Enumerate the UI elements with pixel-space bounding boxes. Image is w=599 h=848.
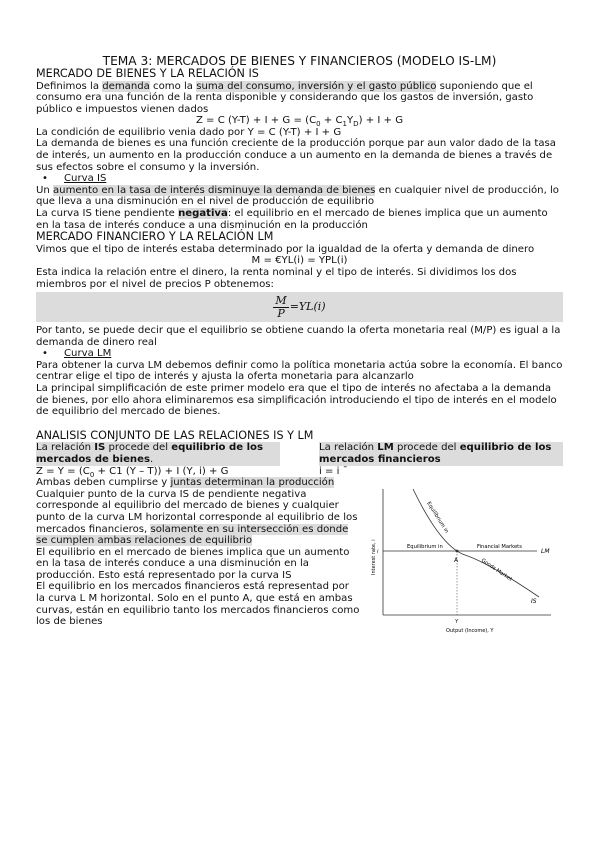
- paragraph-real-supply: Por tanto, se puede decir que el equilibrio se obtiene cuando la oferta monetaria real (M/P) es igual a la demanda de dinero real: [36, 325, 561, 348]
- paragraph-equilibrium: La condición de equilibrio venia dado por Y = C (Y-T) + I + G: [36, 126, 342, 138]
- highlight-demanda: demanda: [102, 80, 150, 92]
- goods-market-label: Goods Market: [479, 557, 513, 583]
- equation-z: Z = C $(Y-T) + I + G = (C_0 + C_1Y_D) + I + G$: [195, 115, 404, 129]
- column-is: [36, 442, 280, 477]
- equilibrium-in-is: Equilibrium in: [425, 501, 450, 535]
- is-label: IS: [531, 598, 537, 606]
- paragraph-lm-represented: El equilibrio en los mercados financieros está representad por la curva L M horizontal. Solo en el punto A, que está en ambas curvas, están en equilibrio tanto los mercados financieros como los de bienes: [36, 581, 360, 628]
- heading-goods-market: MERCADO DE BIENES Y LA RELACIÓN IS: [36, 67, 259, 80]
- highlight-aumento: aumento en la tasa de interés disminuye la demanda de bienes: [53, 184, 376, 196]
- paragraph-is-represented: El equilibrio en el mercado de bienes implica que un aumento en la tasa de interés conduce a una disminución en la producción. Esto está representado por la curva IS: [36, 546, 350, 581]
- lm-label: LM: [541, 548, 550, 556]
- point-a: [456, 550, 459, 553]
- bullet-curva-is: • Curva IS: [36, 173, 563, 185]
- paragraph-demand: Definimos la demanda como la suma del consumo, inversión y el gasto público suponiendo que el consumo era una función de la renta disponible y considerando que los gastos de inversión, gasto público e impuestos vienen dados: [36, 80, 534, 115]
- point-a-label: A: [454, 557, 459, 565]
- is-lm-diagram: [361, 477, 561, 647]
- is-equation: $Z = Y = (C_0 + C1$ (Y – T)) + I (Y, i) + G: [36, 465, 229, 479]
- y-tick-i: i: [377, 549, 379, 556]
- is-lm-columns: [36, 442, 563, 477]
- y-axis-label: Interest rate, i: [371, 539, 377, 576]
- paragraph-interest-effect: Un aumento en la tasa de interés disminuye la demanda de bienes en cualquier nivel de producción, lo que lleva a una disminución en el nivel de producción de equilibrio: [36, 184, 559, 208]
- heading-joint-analysis: ANALISIS CONJUNTO DE LAS RELACIONES IS Y LM: [36, 428, 314, 442]
- x-tick-y: Y: [455, 619, 459, 626]
- lm-relation-text: La relación LM procede del equilibrio de los mercados financieros: [319, 442, 563, 465]
- heading-financial-market: MERCADO FINANCIERO Y LA RELACIÓN LM: [36, 230, 274, 244]
- highlight-negativa: negativa: [178, 208, 228, 220]
- equilibrium-in-lm: Equilibrium in: [407, 544, 443, 551]
- document-title: TEMA 3: MERCADOS DE BIENES Y FINANCIEROS (MODELO IS-LM): [102, 54, 497, 68]
- paragraph-simplification: La principal simplificación de este primer modelo era que el tipo de interés no afectaba a la demanda de bienes, por ello ahora eliminaremos esa simplificación introduciendo el tipo de interés en el modelo de equilibrio del mercado de bienes.: [36, 383, 557, 418]
- equation-real-money: $\frac{M}{P}$ =YL(i): [36, 292, 563, 322]
- bottom-text: [36, 477, 361, 651]
- document-page: [36, 54, 563, 651]
- lm-equation: i = i ¯: [319, 465, 348, 477]
- bullet-curva-lm: • Curva LM: [36, 348, 563, 360]
- paragraph-interest-determined: Vimos que el tipo de interés estaba determinado por la igualdad de la oferta y demanda de dinero: [36, 243, 535, 255]
- column-lm: [319, 442, 563, 477]
- x-axis-label: Output (Income), Y: [446, 628, 494, 635]
- highlight-solamente: solamente en su intersección es donde se cumplen ambas relaciones de equilibrio: [36, 523, 349, 547]
- fraction-m-over-p: $\frac{M}{P}$: [275, 293, 287, 320]
- financial-markets-label: Financial Markets: [477, 544, 522, 551]
- paragraph-both: Ambas deben cumplirse y juntas determinan la producción: [36, 477, 335, 489]
- paragraph-demand-function: La demanda de bienes es una función creciente de la producción porque par aun valor dado de la tasa de interés, un aumento en la producción conduce a un aumento en la demanda de bienes a través de sus efectos sobre el consumo y la inversión.: [36, 138, 556, 173]
- paragraph-is-slope: La curva IS tiene pendiente negativa: el equilibrio en el mercado de bienes implica que un aumento en la tasa de interés conduce a una disminución en la producción: [36, 208, 548, 231]
- paragraph-relation: Esta indica la relación entre el dinero, la renta nominal y el tipo de interés. Si dividimos los dos miembros por el nivel de precios P obtenemos:: [36, 266, 517, 290]
- paragraph-intersection: Cualquier punto de la curva IS de pendiente negativa corresponde al equilibrio del mercado de bienes y cualquier punto de la curva LM horizontal corresponde al equilibrio de los mercados financieros, solamente en su intersección es donde se cumplen ambas relaciones de equilibrio: [36, 488, 358, 547]
- equation-money: M = €YL(i) = YPL(i): [251, 255, 348, 267]
- paragraph-monetary-policy: Para obtener la curva LM debemos definir como la política monetaria actúa sobre la economía. El banco centrar elige el tipo de interés y ajusta la oferta monetaria para alcanzarlo: [36, 359, 563, 383]
- is-lm-figure: [361, 477, 561, 651]
- highlight-juntas: juntas determinan la producción: [170, 477, 335, 489]
- highlight-suma: suma del consumo, inversión y el gasto público: [196, 80, 437, 92]
- bottom-section: [36, 477, 563, 651]
- is-relation-text: La relación IS procede del equilibrio de los mercados de bienes.: [36, 442, 280, 465]
